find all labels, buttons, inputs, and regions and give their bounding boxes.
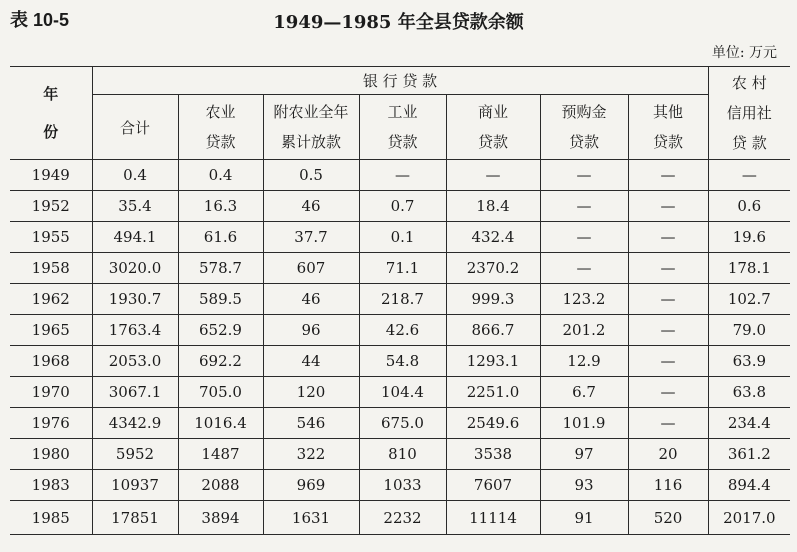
industry-loan-cell: 1033 bbox=[359, 470, 446, 501]
agri-cumulative-cell: 1631 bbox=[263, 501, 359, 535]
total-cell: 10937 bbox=[92, 470, 178, 501]
commerce-loan-cell: 18.4 bbox=[446, 191, 540, 222]
agri-cumulative-cell: 0.5 bbox=[263, 160, 359, 191]
year-cell: 1985 bbox=[10, 501, 92, 535]
table-row bbox=[10, 501, 790, 535]
industry-loan-cell: 54.8 bbox=[359, 346, 446, 377]
agri-cumulative-cell: 96 bbox=[263, 315, 359, 346]
table-row bbox=[10, 253, 790, 284]
commerce-loan-cell: 2251.0 bbox=[446, 377, 540, 408]
year-cell: 1965 bbox=[10, 315, 92, 346]
page-header bbox=[0, 0, 797, 60]
credit-coop-cell: 102.7 bbox=[708, 284, 790, 315]
total-cell: 1930.7 bbox=[92, 284, 178, 315]
total-cell: 5952 bbox=[92, 439, 178, 470]
credit-coop-header: 农 村 信用社 贷 款 bbox=[708, 67, 790, 160]
commerce-loan-cell: 3538 bbox=[446, 439, 540, 470]
prepurchase-loan-cell: 97 bbox=[540, 439, 628, 470]
prepurchase-loan-cell: — bbox=[540, 191, 628, 222]
year-cell: 1962 bbox=[10, 284, 92, 315]
other-loan-cell: — bbox=[628, 315, 708, 346]
prepurchase-loan-cell: — bbox=[540, 222, 628, 253]
other-loan-cell: 116 bbox=[628, 470, 708, 501]
agri-loan-cell: 692.2 bbox=[178, 346, 263, 377]
year-cell: 1958 bbox=[10, 253, 92, 284]
industry-loan-cell: 810 bbox=[359, 439, 446, 470]
year-cell: 1968 bbox=[10, 346, 92, 377]
year-cell: 1983 bbox=[10, 470, 92, 501]
prepurchase-loan-cell: 6.7 bbox=[540, 377, 628, 408]
table-row bbox=[10, 470, 790, 501]
prepurchase-loan-cell: — bbox=[540, 253, 628, 284]
other-loan-cell: — bbox=[628, 191, 708, 222]
credit-coop-cell: 63.9 bbox=[708, 346, 790, 377]
total-cell: 2053.0 bbox=[92, 346, 178, 377]
table-row bbox=[10, 346, 790, 377]
agri-cumulative-cell: 46 bbox=[263, 191, 359, 222]
table-row bbox=[10, 160, 790, 191]
other-loan-cell: — bbox=[628, 377, 708, 408]
table-number: 表 10-5 bbox=[10, 10, 70, 30]
total-cell: 17851 bbox=[92, 501, 178, 535]
year-cell: 1976 bbox=[10, 408, 92, 439]
commerce-loan-cell: 2549.6 bbox=[446, 408, 540, 439]
agri-cumulative-cell: 46 bbox=[263, 284, 359, 315]
agri-cumulative-cell: 44 bbox=[263, 346, 359, 377]
table-row bbox=[10, 315, 790, 346]
credit-coop-cell: — bbox=[708, 160, 790, 191]
commerce-loan-cell: 2370.2 bbox=[446, 253, 540, 284]
table-row bbox=[10, 284, 790, 315]
agri-loan-header: 农业 贷款 bbox=[178, 95, 263, 160]
bank-loans-header: 银 行 贷 款 bbox=[92, 67, 708, 95]
agri-loan-cell: 16.3 bbox=[178, 191, 263, 222]
total-cell: 494.1 bbox=[92, 222, 178, 253]
other-loan-cell: — bbox=[628, 222, 708, 253]
agri-cumulative-cell: 607 bbox=[263, 253, 359, 284]
industry-loan-header: 工业 贷款 bbox=[359, 95, 446, 160]
agri-loan-cell: 589.5 bbox=[178, 284, 263, 315]
agri-loan-cell: 578.7 bbox=[178, 253, 263, 284]
prepurchase-loan-cell: — bbox=[540, 160, 628, 191]
agri-cumulative-cell: 120 bbox=[263, 377, 359, 408]
year-cell: 1970 bbox=[10, 377, 92, 408]
year-cell: 1955 bbox=[10, 222, 92, 253]
agri-loan-cell: 1016.4 bbox=[178, 408, 263, 439]
credit-coop-cell: 0.6 bbox=[708, 191, 790, 222]
credit-coop-cell: 894.4 bbox=[708, 470, 790, 501]
total-cell: 4342.9 bbox=[92, 408, 178, 439]
commerce-loan-cell: 7607 bbox=[446, 470, 540, 501]
credit-coop-cell: 79.0 bbox=[708, 315, 790, 346]
commerce-loan-cell: 11114 bbox=[446, 501, 540, 535]
other-loan-cell: 520 bbox=[628, 501, 708, 535]
other-loan-cell: — bbox=[628, 160, 708, 191]
agri-cumulative-cell: 969 bbox=[263, 470, 359, 501]
industry-loan-cell: — bbox=[359, 160, 446, 191]
industry-loan-cell: 71.1 bbox=[359, 253, 446, 284]
agri-loan-cell: 0.4 bbox=[178, 160, 263, 191]
credit-coop-cell: 234.4 bbox=[708, 408, 790, 439]
table-row bbox=[10, 377, 790, 408]
agri-loan-cell: 705.0 bbox=[178, 377, 263, 408]
agri-cumulative-header: 附农业全年 累计放款 bbox=[263, 95, 359, 160]
table-row bbox=[10, 222, 790, 253]
total-cell: 3067.1 bbox=[92, 377, 178, 408]
total-cell: 0.4 bbox=[92, 160, 178, 191]
commerce-loan-cell: 866.7 bbox=[446, 315, 540, 346]
table-title: 1949—1985 年全县贷款余额 bbox=[273, 12, 524, 33]
agri-loan-cell: 61.6 bbox=[178, 222, 263, 253]
other-loan-cell: — bbox=[628, 408, 708, 439]
other-loan-cell: 20 bbox=[628, 439, 708, 470]
prepurchase-loan-cell: 91 bbox=[540, 501, 628, 535]
credit-coop-cell: 19.6 bbox=[708, 222, 790, 253]
commerce-loan-header: 商业 贷款 bbox=[446, 95, 540, 160]
industry-loan-cell: 104.4 bbox=[359, 377, 446, 408]
agri-loan-cell: 2088 bbox=[178, 470, 263, 501]
agri-loan-cell: 652.9 bbox=[178, 315, 263, 346]
prepurchase-loan-cell: 12.9 bbox=[540, 346, 628, 377]
credit-coop-cell: 361.2 bbox=[708, 439, 790, 470]
agri-loan-cell: 1487 bbox=[178, 439, 263, 470]
other-loan-header: 其他 贷款 bbox=[628, 95, 708, 160]
credit-coop-cell: 178.1 bbox=[708, 253, 790, 284]
industry-loan-cell: 2232 bbox=[359, 501, 446, 535]
prepurchase-loan-cell: 123.2 bbox=[540, 284, 628, 315]
year-cell: 1980 bbox=[10, 439, 92, 470]
total-cell: 35.4 bbox=[92, 191, 178, 222]
other-loan-cell: — bbox=[628, 284, 708, 315]
other-loan-cell: — bbox=[628, 346, 708, 377]
industry-loan-cell: 675.0 bbox=[359, 408, 446, 439]
commerce-loan-cell: 1293.1 bbox=[446, 346, 540, 377]
credit-coop-cell: 63.8 bbox=[708, 377, 790, 408]
year-header: 年 份 bbox=[10, 67, 92, 160]
agri-loan-cell: 3894 bbox=[178, 501, 263, 535]
table-row bbox=[10, 439, 790, 470]
prepurchase-loan-cell: 201.2 bbox=[540, 315, 628, 346]
prepurchase-loan-header: 预购金 贷款 bbox=[540, 95, 628, 160]
table-row bbox=[10, 191, 790, 222]
industry-loan-cell: 218.7 bbox=[359, 284, 446, 315]
credit-coop-cell: 2017.0 bbox=[708, 501, 790, 535]
total-cell: 3020.0 bbox=[92, 253, 178, 284]
agri-cumulative-cell: 322 bbox=[263, 439, 359, 470]
industry-loan-cell: 0.1 bbox=[359, 222, 446, 253]
commerce-loan-cell: 432.4 bbox=[446, 222, 540, 253]
total-cell: 1763.4 bbox=[92, 315, 178, 346]
commerce-loan-cell: — bbox=[446, 160, 540, 191]
industry-loan-cell: 0.7 bbox=[359, 191, 446, 222]
loan-balance-table bbox=[10, 66, 790, 535]
commerce-loan-cell: 999.3 bbox=[446, 284, 540, 315]
prepurchase-loan-cell: 101.9 bbox=[540, 408, 628, 439]
year-cell: 1952 bbox=[10, 191, 92, 222]
table-row bbox=[10, 408, 790, 439]
other-loan-cell: — bbox=[628, 253, 708, 284]
unit-label: 单位: 万元 bbox=[711, 45, 777, 61]
industry-loan-cell: 42.6 bbox=[359, 315, 446, 346]
year-cell: 1949 bbox=[10, 160, 92, 191]
total-header: 合计 bbox=[92, 95, 178, 160]
agri-cumulative-cell: 546 bbox=[263, 408, 359, 439]
prepurchase-loan-cell: 93 bbox=[540, 470, 628, 501]
agri-cumulative-cell: 37.7 bbox=[263, 222, 359, 253]
